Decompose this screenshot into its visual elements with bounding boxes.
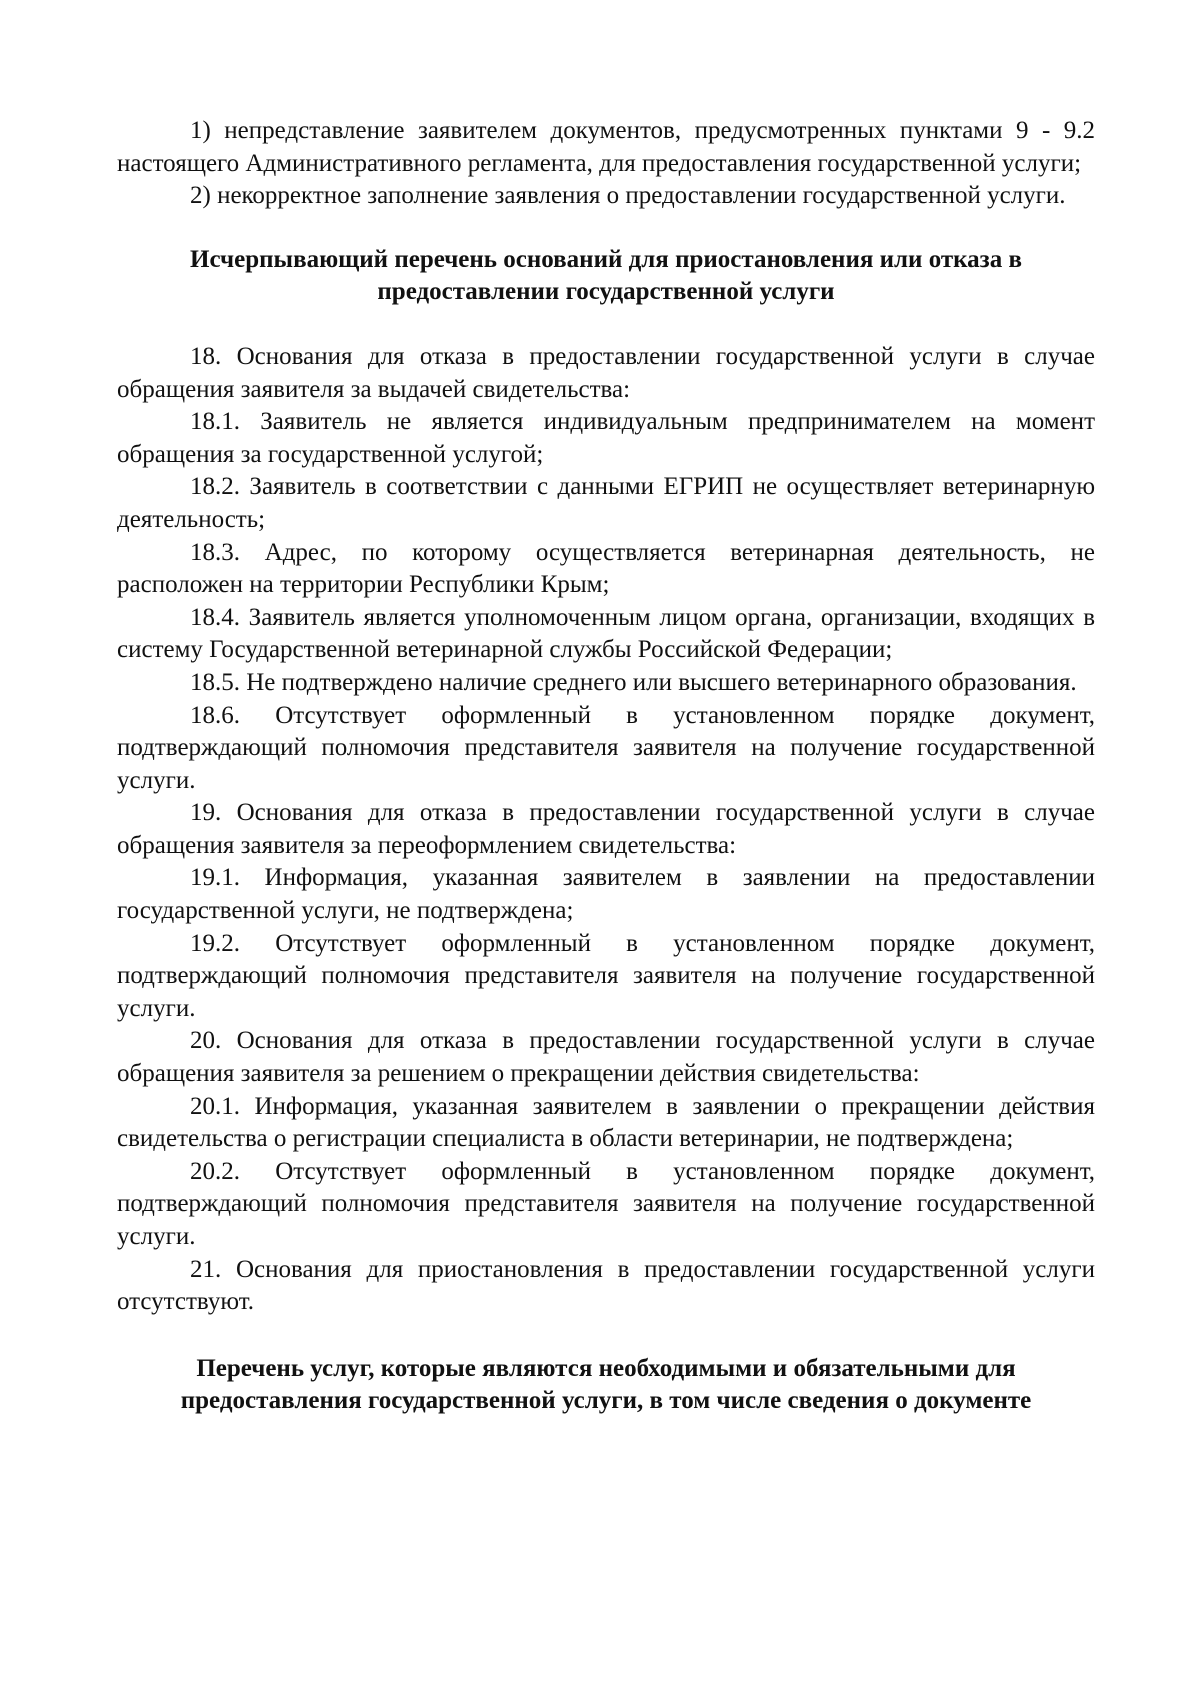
paragraph: 18.4. Заявитель является уполномоченным лицом органа, организации, входящих в систему Государственной ветеринарной службы Российской Федерации;: [117, 603, 1095, 664]
paragraph: 18.3. Адрес, по которому осуществляется ветеринарная деятельность, не расположен на территории Республики Крым;: [117, 538, 1095, 599]
paragraph: 18. Основания для отказа в предоставлении государственной услуги в случае обращения заявителя за выдачей свидетельства:: [117, 342, 1095, 403]
paragraph: 18.2. Заявитель в соответствии с данными ЕГРИП не осуществляет ветеринарную деятельность;: [117, 473, 1095, 533]
section-heading: Перечень услуг, которые являются необходимыми и обязательными для предоставления государственной услуги, в том числе сведения о документе: [180, 1354, 1032, 1415]
paragraph: 20.2. Отсутствует оформленный в установленном порядке документ, подтверждающий полномочия представителя заявителя на получение государственной услуги.: [117, 1157, 1095, 1250]
paragraph: 1) непредставление заявителем документов, предусмотренных пунктами 9 - 9.2 настоящего Административного регламента, для предоставления государственной услуги;: [117, 117, 1095, 177]
paragraph: 20.1. Информация, указанная заявителем в заявлении о прекращении действия свидетельства о регистрации специалиста в области ветеринарии, не подтверждена;: [117, 1092, 1095, 1153]
document-page: [117, 115, 1095, 1418]
paragraph: 2) некорректное заполнение заявления о предоставлении государственной услуги.: [190, 182, 1066, 210]
paragraph: 19.1. Информация, указанная заявителем в заявлении на предоставлении государственной услуги, не подтверждена;: [117, 864, 1095, 925]
paragraph: 18.6. Отсутствует оформленный в установленном порядке документ, подтверждающий полномочия представителя заявителя на получение государственной услуги.: [117, 701, 1095, 794]
paragraph: 20. Основания для отказа в предоставлении государственной услуги в случае обращения заявителя за решением о прекращении действия свидетельства:: [117, 1027, 1095, 1088]
paragraph: 19. Основания для отказа в предоставлении государственной услуги в случае обращения заявителя за переоформлением свидетельства:: [117, 799, 1095, 859]
paragraph: 18.5. Не подтверждено наличие среднего или высшего ветеринарного образования.: [190, 668, 1077, 696]
paragraph: 18.1. Заявитель не является индивидуальным предпринимателем на момент обращения за государственной услугой;: [117, 408, 1095, 468]
paragraph: 19.2. Отсутствует оформленный в установленном порядке документ, подтверждающий полномочия представителя заявителя на получение государственной услуги.: [117, 929, 1095, 1022]
section-heading: Исчерпывающий перечень оснований для приостановления или отказа в предоставлении государственной услуги: [190, 245, 1022, 306]
paragraph: 21. Основания для приостановления в предоставлении государственной услуги отсутствуют.: [117, 1255, 1095, 1316]
